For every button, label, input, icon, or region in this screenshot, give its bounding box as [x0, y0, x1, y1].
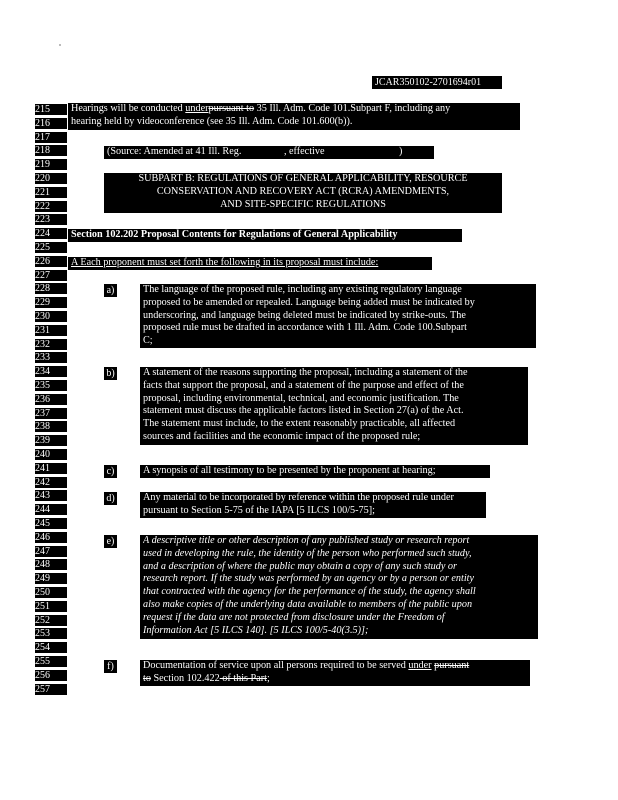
line-number [35, 615, 67, 626]
line-number [35, 642, 67, 653]
line-number-text: 221 [35, 186, 50, 198]
line-number-text: 244 [35, 504, 50, 516]
line-number [35, 504, 67, 515]
item-d-text [140, 492, 486, 518]
subpart-line-3: AND SITE-SPECIFIC REGULATIONS [220, 198, 386, 210]
line-number-text: 257 [35, 683, 50, 695]
line-number-text: 251 [35, 600, 50, 612]
line-number [35, 449, 67, 460]
item-a-line: proposed rule must be drafted in accordance with 1 Ill. Adm. Code 100.Subpart [143, 322, 467, 334]
line-number-text: 254 [35, 642, 50, 654]
line-number [35, 559, 67, 570]
line-number-text: 215 [35, 104, 50, 115]
intro-underline: under [185, 103, 209, 114]
item-b-text [140, 367, 528, 445]
line-number [35, 214, 67, 225]
line-number-text: 242 [35, 476, 50, 488]
line-number-text: 223 [35, 214, 50, 226]
intro-strike: pursuant to [208, 103, 255, 114]
line-number [35, 104, 67, 115]
line-number-text: 226 [35, 255, 50, 267]
lead-sentence [68, 257, 432, 270]
line-number [35, 339, 67, 350]
line-number [35, 518, 67, 529]
line-number-text: 245 [35, 518, 50, 529]
line-number [35, 201, 67, 212]
line-number-text: 225 [35, 242, 50, 253]
line-number [35, 394, 67, 405]
line-number-text: 246 [35, 531, 50, 543]
line-number-text: 240 [35, 449, 50, 460]
item-c-text [140, 465, 490, 478]
line-number-text: 234 [35, 366, 50, 378]
line-number-text: 231 [35, 324, 50, 336]
item-e-line: Information Act [5 ILCS 140]. [5 ILCS 100/5-40(3.5)]; [143, 624, 369, 636]
line-number-text: 217 [35, 131, 50, 143]
line-number-text: 219 [35, 159, 50, 171]
source-pre: (Source: Amended at 41 Ill. Reg. [107, 146, 244, 157]
intro-line-2: hearing held by videoconference (see 35 Ill. Adm. Code 101.600(b)). [71, 115, 353, 127]
line-number-text: 227 [35, 269, 50, 281]
line-number-text: 222 [35, 200, 50, 212]
line-number [35, 352, 67, 363]
lead-text: A Each proponent must set forth the following in its proposal must include: [71, 257, 379, 268]
line-number [35, 283, 67, 294]
line-number-text: 238 [35, 421, 50, 433]
item-b-line: A statement of the reasons supporting the proposal, including a statement of the [143, 367, 468, 378]
line-number [35, 477, 67, 488]
line-number-text: 250 [35, 587, 50, 598]
document-code: JCAR350102-2701694r01 [372, 76, 502, 89]
item-f-text-pre: Documentation of service upon all persons required to be served [143, 660, 409, 671]
line-number [35, 587, 67, 598]
line-number-text: 253 [35, 628, 50, 640]
item-e-line: A descriptive title or other description of any published study or research report [143, 535, 470, 546]
line-number-text: 237 [35, 407, 50, 419]
item-a-line: proposed to be amended or repealed. Language being added must be indicated by [143, 296, 475, 308]
line-number [35, 132, 67, 143]
line-number-text: 247 [35, 545, 50, 557]
item-c-marker: c) [104, 465, 117, 478]
line-number [35, 173, 67, 184]
line-number-text: 256 [35, 669, 50, 681]
line-number [35, 684, 67, 695]
item-e-line: used in developing the rule, the identity of the person who performed such study, [143, 547, 472, 559]
line-number-text: 249 [35, 573, 50, 585]
line-number [35, 118, 67, 129]
line-number-text: 243 [35, 490, 50, 502]
line-number-text: 255 [35, 656, 50, 667]
item-f-marker: f) [104, 660, 117, 673]
line-number-text: 235 [35, 380, 50, 391]
subpart-line-2: CONSERVATION AND RECOVERY ACT (RCRA) AMENDMENTS, [156, 185, 450, 197]
subpart-heading [104, 173, 502, 213]
line-number [35, 601, 67, 612]
item-a-line: C; [143, 335, 153, 347]
line-number [35, 228, 67, 239]
line-number-text: 230 [35, 311, 50, 322]
line-number-text: 232 [35, 338, 50, 350]
line-number [35, 532, 67, 543]
hearings-paragraph [68, 103, 520, 130]
line-number-text: 229 [35, 297, 50, 309]
item-b-marker: b) [104, 367, 117, 380]
item-e-line: research report. If the study was performed by an agency or by a person or entity [143, 573, 475, 585]
item-b-line: proposal, including environmental, technical, and economic justification. The [143, 392, 459, 404]
line-number-text: 218 [35, 145, 50, 157]
source-note [104, 146, 434, 159]
item-e-line: also make copies of the underlying data available to members of the public upon [143, 598, 473, 610]
section-title: Section 102.202 Proposal Contents for Regulations of General Applicability [68, 229, 462, 242]
line-number [35, 242, 67, 253]
line-number [35, 270, 67, 281]
item-f-strike: pursuant [434, 660, 470, 671]
item-d-marker: d) [104, 492, 117, 505]
line-number-text: 216 [35, 117, 50, 129]
line-number [35, 573, 67, 584]
item-e-text [140, 535, 538, 639]
line-number [35, 325, 67, 336]
line-number [35, 463, 67, 474]
line-number-text: 220 [35, 173, 50, 184]
item-b-line: The statement must include, to the extent reasonably practicable, all affected [143, 418, 456, 430]
line-number [35, 297, 67, 308]
source-mid: , effective [283, 146, 328, 157]
line-number [35, 490, 67, 501]
item-a-line: The language of the proposed rule, including any existing regulatory language [143, 284, 462, 295]
line-number [35, 187, 67, 198]
item-a-line: underscoring, and language being deleted must be indicated by strike-outs. The [143, 309, 466, 321]
line-number [35, 421, 67, 432]
item-e-line: request if the data are not protected from disclosure under the Freedom of [143, 611, 445, 623]
source-post: ) [399, 146, 403, 157]
line-number [35, 145, 67, 156]
line-number [35, 408, 67, 419]
item-f-underline: under [408, 660, 432, 671]
line-number [35, 159, 67, 170]
line-number-text: 233 [35, 352, 50, 364]
item-a-marker: a) [104, 284, 117, 297]
line-number [35, 656, 67, 667]
item-e-line: and a description of where the public may obtain a copy of any such study or [143, 560, 457, 572]
item-f-section-ref: Section 102.422 [150, 672, 220, 684]
line-number-text: 241 [35, 462, 50, 474]
item-f-strike-2: to [143, 672, 151, 684]
item-b-line: statement must discuss the applicable factors listed in Section 27(a) of the Act. [143, 405, 464, 417]
line-number-text: 248 [35, 559, 50, 571]
item-b-line: facts that support the proposal, and a statement of the purpose and effect of the [143, 379, 464, 391]
line-number-text: 252 [35, 614, 50, 626]
line-number-text: 236 [35, 393, 50, 405]
item-b-line: sources and facilities and the economic impact of the proposed rule; [143, 430, 421, 442]
line-number [35, 380, 67, 391]
item-a-text [140, 284, 536, 348]
line-number [35, 256, 67, 267]
line-number-text: 239 [35, 435, 50, 447]
line-number [35, 435, 67, 446]
item-f-end: ; [266, 672, 270, 684]
item-f-strike-3: of this Part [219, 672, 267, 684]
line-number-text: 224 [35, 228, 50, 240]
line-number [35, 670, 67, 681]
item-e-marker: e) [104, 535, 117, 548]
line-number-text: 228 [35, 283, 50, 295]
intro-text-end: 35 Ill. Adm. Code 101.Subpart F, including any [254, 103, 451, 114]
item-c-line: A synopsis of all testimony to be presented by the proponent at hearing; [143, 465, 436, 476]
item-d-line: pursuant to Section 5-75 of the IAPA [5 ILCS 100/5-75]; [143, 504, 375, 516]
intro-text: Hearings will be conducted [71, 103, 186, 114]
line-number [35, 628, 67, 639]
item-e-line: that contracted with the agency for the performance of the study, the agency shall [143, 586, 476, 598]
line-number [35, 366, 67, 377]
line-number [35, 311, 67, 322]
subpart-line-1: SUBPART B: REGULATIONS OF GENERAL APPLICABILITY, RESOURCE [138, 173, 468, 184]
item-d-line: Any material to be incorporated by reference within the proposed rule under [143, 492, 454, 503]
item-f-text [140, 660, 530, 686]
scan-speck [59, 44, 61, 46]
line-number [35, 546, 67, 557]
